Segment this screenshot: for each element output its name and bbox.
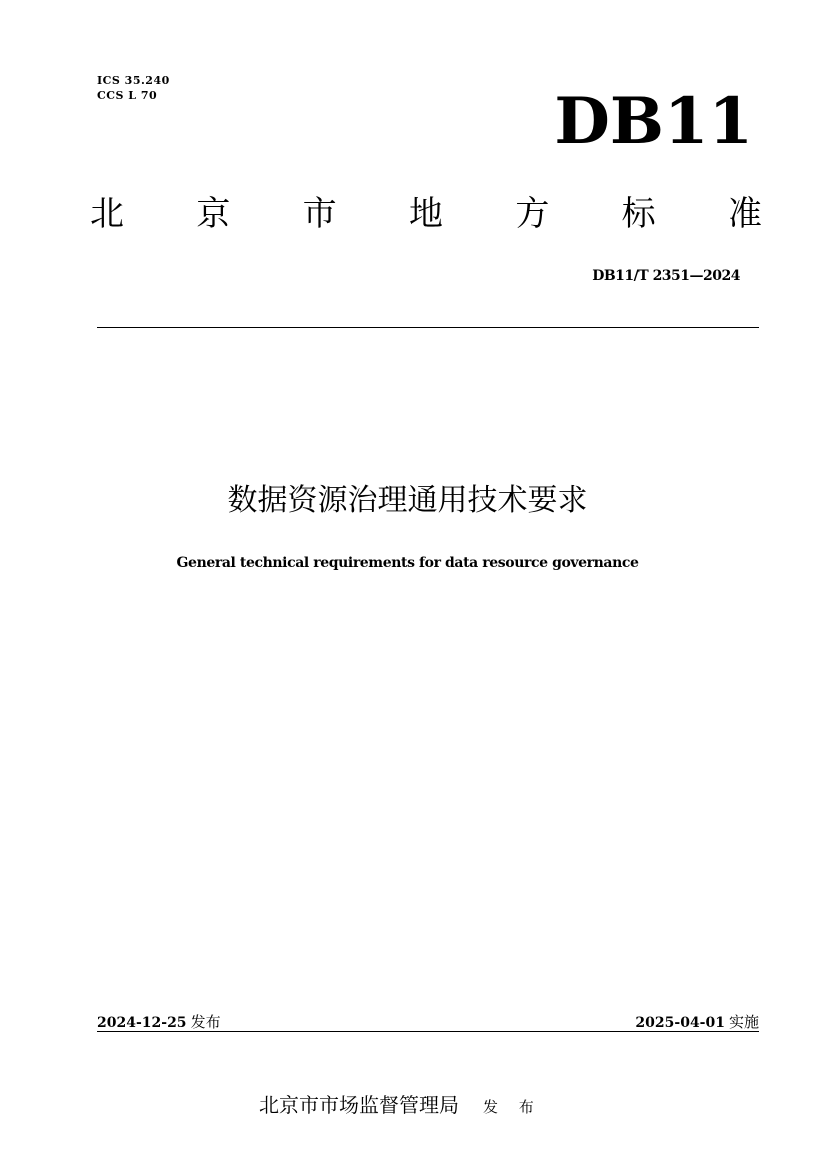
category-char: 京: [196, 194, 231, 234]
publisher-action: 发 布: [483, 1098, 542, 1116]
category-char: 市: [302, 194, 337, 234]
implement-date-line: [635, 1011, 759, 1032]
issue-date: 2024-12-25: [97, 1015, 187, 1031]
standard-code: DB11: [554, 84, 753, 159]
category-char: 准: [727, 194, 762, 234]
header-divider: [97, 327, 759, 328]
category-char: 北: [90, 194, 124, 234]
classification-codes: [97, 73, 170, 103]
publisher-line: [259, 1091, 542, 1121]
issue-label: 发布: [190, 1013, 221, 1031]
category-char: 方: [515, 194, 550, 234]
implement-date: 2025-04-01: [635, 1015, 725, 1031]
category-char: 标: [621, 194, 656, 234]
ics-code: ICS 35.240: [97, 74, 170, 87]
publisher-name: 北京市市场监督管理局: [259, 1093, 459, 1117]
ccs-code: CCS L 70: [97, 89, 158, 102]
standard-number: DB11/T 2351—2024: [592, 268, 740, 284]
title-english: General technical requirements for data resource governance: [176, 555, 639, 571]
title-chinese: 数据资源治理通用技术要求: [227, 483, 588, 518]
footer-divider: [97, 1031, 759, 1032]
standard-category: [90, 192, 762, 236]
implement-label: 实施: [728, 1013, 759, 1031]
issue-date-line: [97, 1011, 221, 1032]
category-char: 地: [408, 194, 443, 234]
